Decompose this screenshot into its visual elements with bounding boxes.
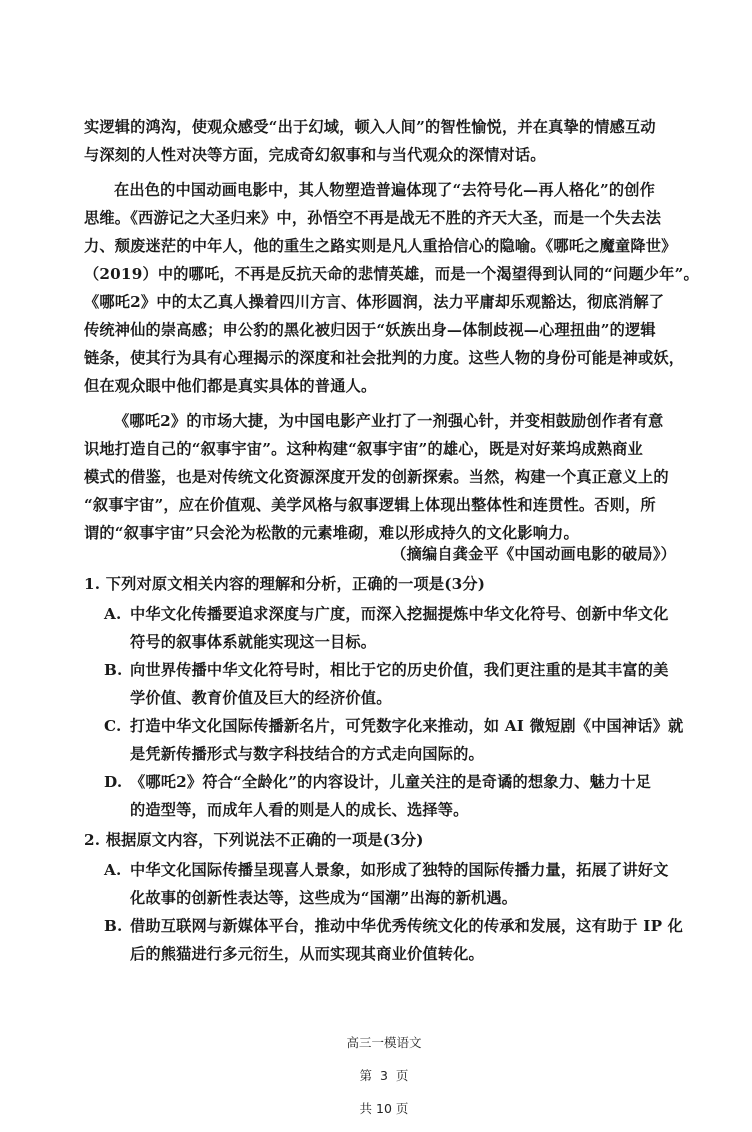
option-text: 化故事的创新性表达等，这些成为“国潮”出海的新机遇。 bbox=[130, 889, 518, 907]
option-label: C. bbox=[104, 717, 122, 735]
passage-line: （2019）中的哪吒，不再是反抗天命的悲情英雄，而是一个渴望得到认同的“问题少年”。 bbox=[84, 265, 699, 283]
passage-line: 实逻辑的鸿沟，使观众感受“出于幻域，顿入人间”的智性愉悦，并在真挚的情感互动 bbox=[84, 118, 656, 136]
passage-line: 思维。《西游记之大圣归来》中，孙悟空不再是战无不胜的齐天大圣，而是一个失去法 bbox=[84, 209, 662, 227]
passage-line: 《哪吒2》的市场大捷，为中国电影产业打了一剂强心针，并变相鼓励创作者有意 bbox=[114, 412, 664, 430]
footer-page-number: 第 3 页 bbox=[359, 1068, 409, 1083]
option-text: 借助互联网与新媒体平台，推动中华优秀传统文化的传承和发展，这有助于 IP 化 bbox=[130, 917, 684, 935]
option-text: 后的熊猫进行多元衍生，从而实现其商业价值转化。 bbox=[130, 945, 484, 963]
passage-line: “叙事宇宙”，应在价值观、美学风格与叙事逻辑上体现出整体性和连贯性。否则，所 bbox=[84, 496, 656, 514]
option-label: A. bbox=[104, 605, 122, 623]
option-text: 符号的叙事体系就能实现这一目标。 bbox=[130, 633, 377, 651]
footer-subject: 高三一模语文 bbox=[346, 1035, 422, 1050]
passage-line: 链条，使其行为具有心理揭示的深度和社会批判的力度。这些人物的身份可能是神或妖， bbox=[84, 349, 685, 367]
page-footer bbox=[0, 1018, 752, 1132]
option-text: 学价值、教育价值及巨大的经济价值。 bbox=[130, 689, 392, 707]
passage-line: 但在观众眼中他们都是真实具体的普通人。 bbox=[84, 377, 377, 395]
option-text: 的造型等，而成年人看的则是人的成长、选择等。 bbox=[130, 801, 469, 819]
passage-line: 在出色的中国动画电影中，其人物塑造普遍体现了“去符号化—再人格化”的创作 bbox=[114, 181, 656, 199]
option-label: B. bbox=[104, 661, 123, 679]
passage-source: （摘编自龚金平《中国动画电影的破局》） bbox=[391, 545, 676, 563]
passage-line: 《哪吒2》中的太乙真人操着四川方言、体形圆润，法力平庸却乐观豁达，彻底消解了 bbox=[84, 293, 665, 311]
passage-line: 模式的借鉴，也是对传统文化资源深度开发的创新探索。当然，构建一个真正意义上的 bbox=[84, 468, 669, 486]
option-text: 中华文化传播要追求深度与广度，而深入挖掘提炼中华文化符号、创新中华文化 bbox=[130, 605, 669, 623]
question-stem: 1. 下列对原文相关内容的理解和分析，正确的一项是(3分) bbox=[84, 575, 486, 593]
footer-total-pages: 共 10 页 bbox=[359, 1101, 409, 1116]
question-stem: 2. 根据原文内容，下列说法不正确的一项是(3分) bbox=[84, 831, 424, 849]
passage-line: 与深刻的人性对决等方面，完成奇幻叙事和与当代观众的深情对话。 bbox=[84, 146, 546, 164]
option-label: D. bbox=[104, 773, 123, 791]
passage-line: 谓的“叙事宇宙”只会沦为松散的元素堆砌，难以形成持久的文化影响力。 bbox=[84, 524, 579, 542]
option-text: 打造中华文化国际传播新名片，可凭数字化来推动，如 AI 微短剧《中国神话》就 bbox=[130, 717, 684, 735]
passage-line: 传统神仙的崇高感；申公豹的黑化被归因于“妖族出身—体制歧视—心理扭曲”的逻辑 bbox=[84, 321, 656, 339]
passage-line: 识地打造自己的“叙事宇宙”。这种构建“叙事宇宙”的雄心，既是对好莱坞成熟商业 bbox=[84, 440, 643, 458]
passage-line: 力、颓废迷茫的中年人，他的重生之路实则是凡人重拾信心的隐喻。《哪吒之魔童降世》 bbox=[84, 237, 677, 255]
option-text: 《哪吒2》符合“全龄化”的内容设计，儿童关注的是奇谲的想象力、魅力十足 bbox=[130, 773, 652, 791]
option-text: 是凭新传播形式与数字科技结合的方式走向国际的。 bbox=[130, 745, 484, 763]
option-label: A. bbox=[104, 861, 122, 879]
option-text: 中华文化国际传播呈现喜人景象，如形成了独特的国际传播力量，拓展了讲好文 bbox=[130, 861, 669, 879]
option-label: B. bbox=[104, 917, 123, 935]
option-text: 向世界传播中华文化符号时，相比于它的历史价值，我们更注重的是其丰富的美 bbox=[130, 661, 669, 679]
